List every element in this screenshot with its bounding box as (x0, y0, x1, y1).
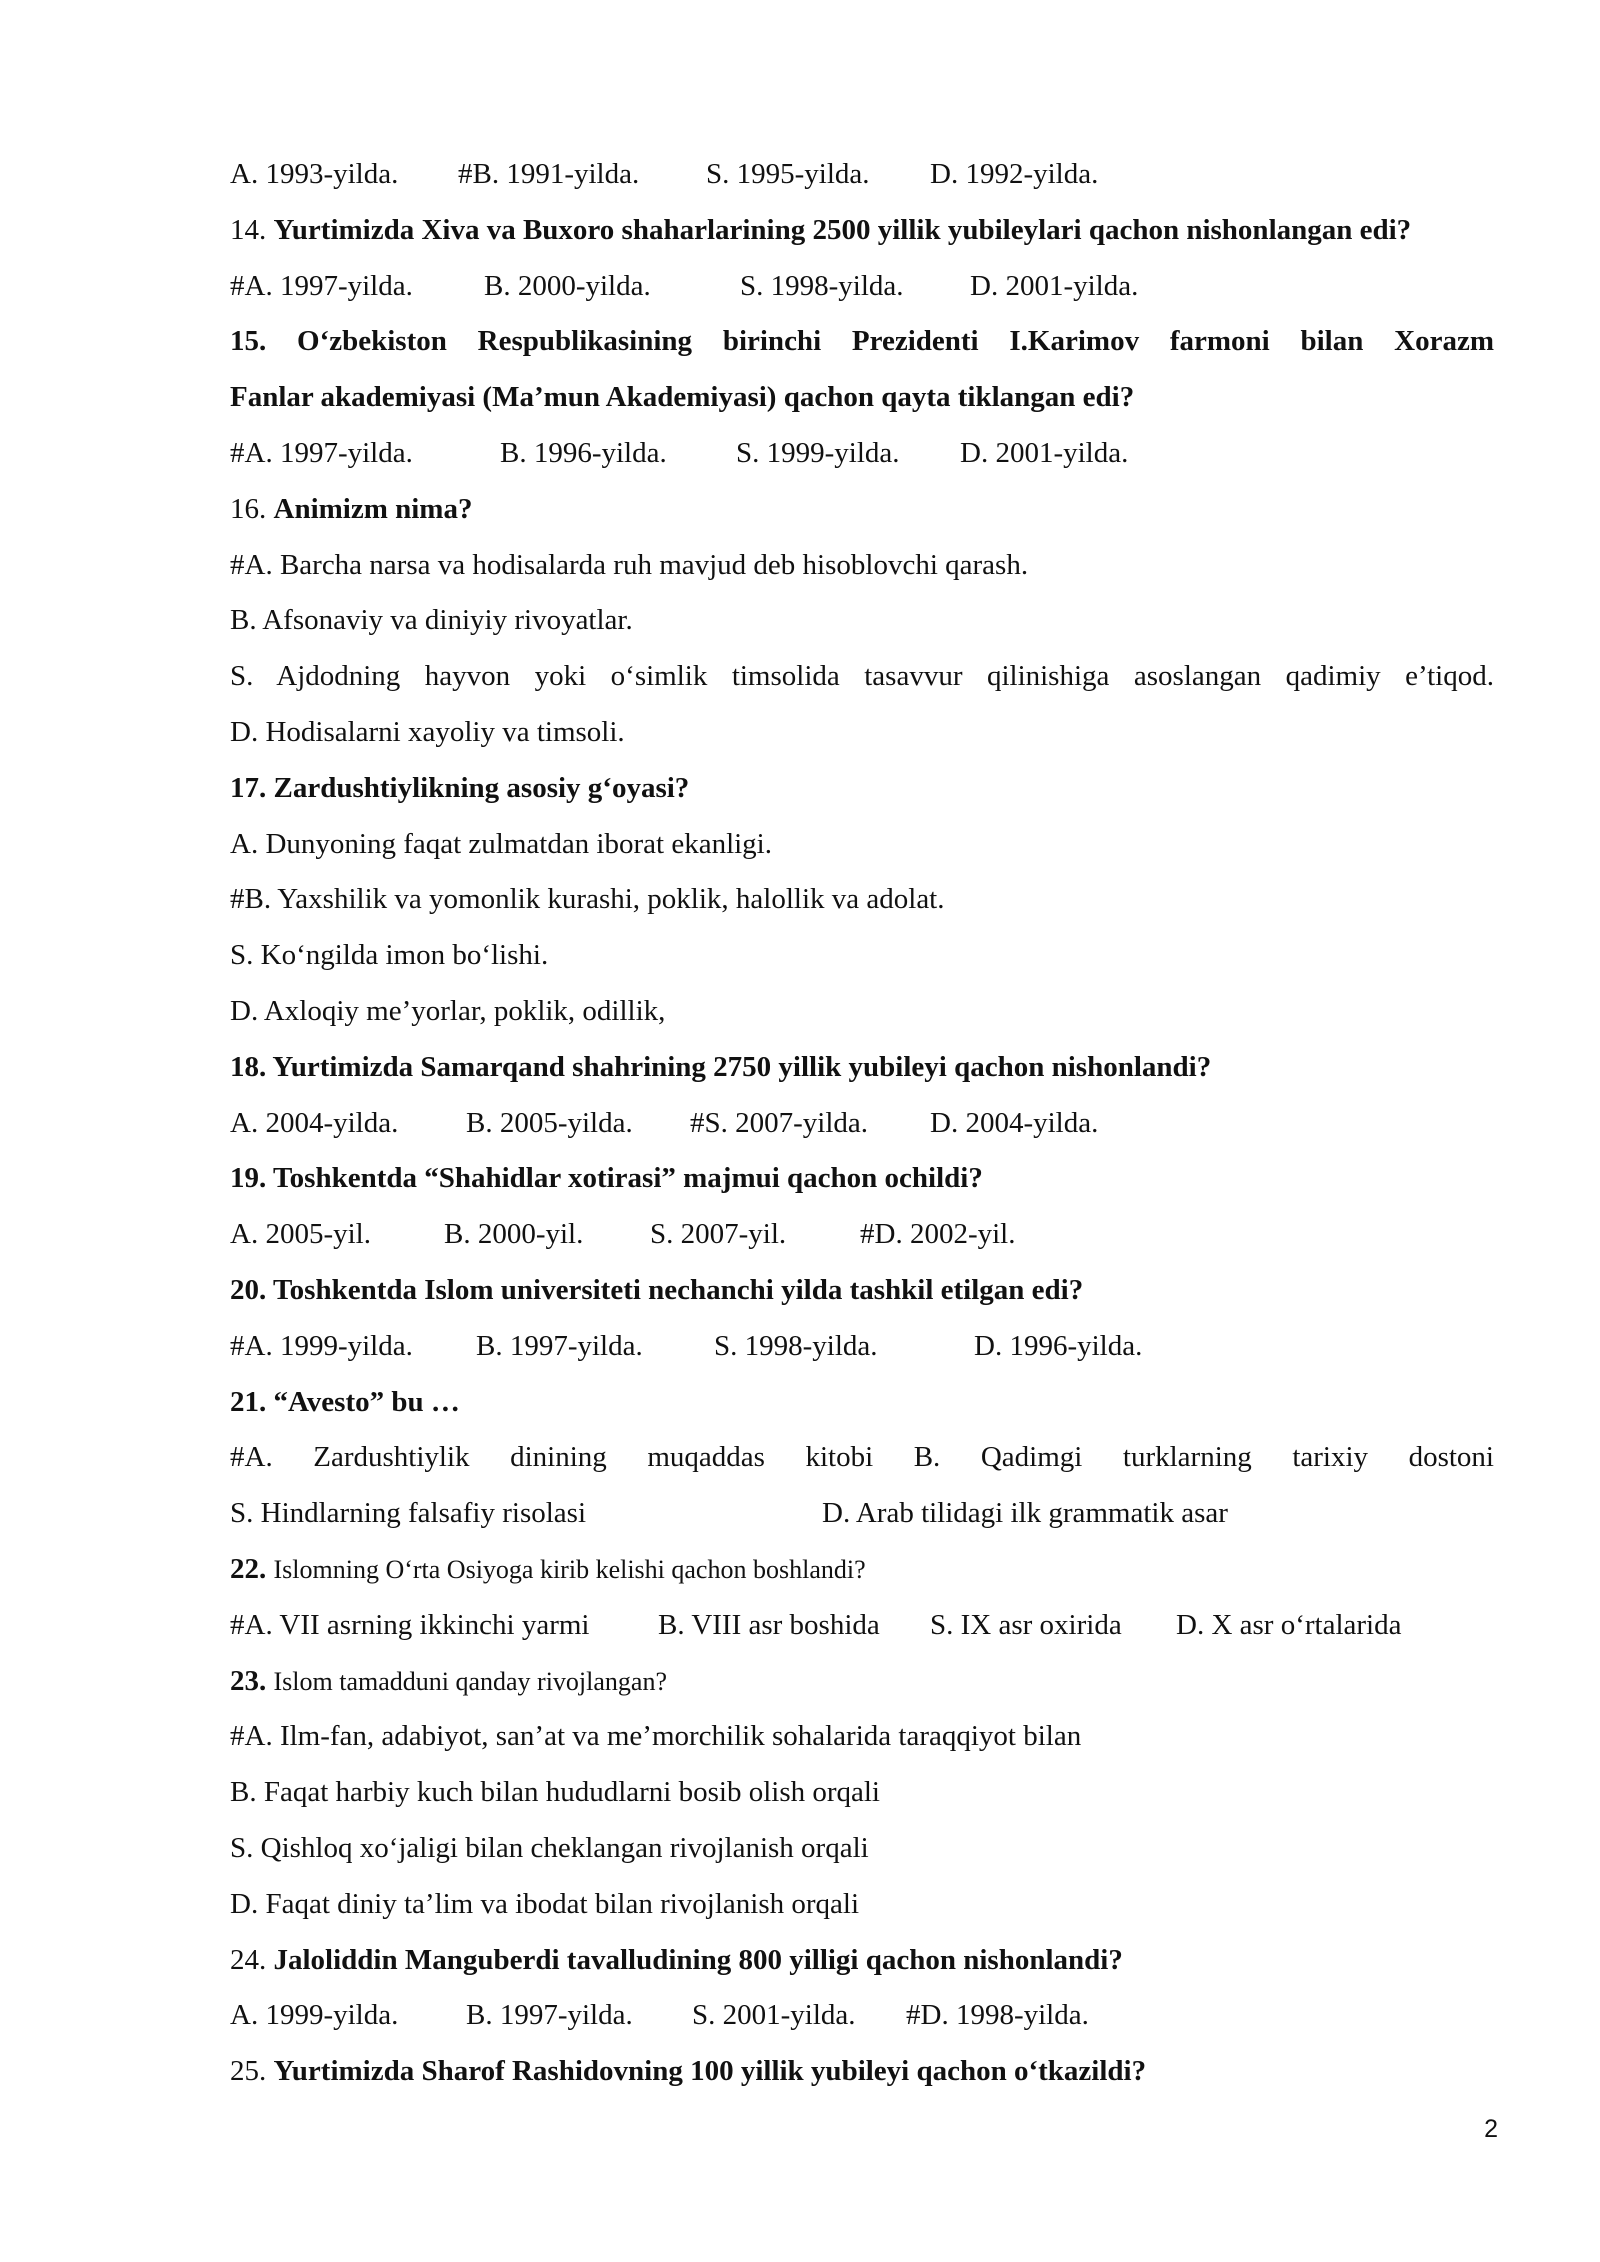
answer-option: #A. 1997-yilda. (230, 269, 413, 302)
answer-line: B. Faqat harbiy kuch bilan hududlarni bosib olish orqali (230, 1776, 880, 1809)
answer-option: B. 1996-yilda. (500, 437, 667, 469)
answer-option: S. 1995-yilda. (706, 158, 870, 190)
answer-option: A. 2004-yilda. (230, 1106, 399, 1139)
question-line: 19. Toshkentda “Shahidlar xotirasi” majmui qachon ochildi? (230, 1162, 983, 1195)
answer-option: D. 2001-yilda. (970, 269, 1139, 302)
answer-option: B. VIII asr boshida (658, 1608, 880, 1641)
answer-line: S. Qishloq xo‘jaligi bilan cheklangan rivojlanish orqali (230, 1832, 869, 1864)
answer-option: S. IX asr oxirida (930, 1608, 1122, 1641)
question-number: 25. (230, 2055, 267, 2088)
answer-option: D. Arab tilidagi ilk grammatik asar (822, 1497, 1228, 1530)
question-line (230, 1653, 1494, 1709)
answer-option: S. 2001-yilda. (692, 1999, 856, 2032)
answer-options-row (230, 1318, 1494, 1374)
answer-option: B. 1997-yilda. (476, 1329, 643, 1362)
question-line (230, 1932, 1494, 1988)
question-number: 22. (230, 1553, 267, 1585)
question-text: Islom tamadduni qanday rivojlangan? (273, 1666, 668, 1696)
answer-option: D. 1996-yilda. (974, 1329, 1143, 1362)
question-line (230, 2043, 1494, 2099)
question-text: Islomning O‘rta Osiyoga kirib kelishi qachon boshlandi? (273, 1555, 866, 1584)
answer-line: D. Axloqiy me’yorlar, poklik, odillik, (230, 995, 666, 1027)
answer-line: A. Dunyoning faqat zulmatdan iborat ekanligi. (230, 827, 772, 860)
question-line: 21. “Avesto” bu … (230, 1385, 460, 1418)
question-number: 14. (230, 213, 267, 246)
answer-option: B. 1997-yilda. (466, 1999, 633, 2032)
answer-options-row (230, 1987, 1494, 2043)
question-line (230, 202, 1494, 258)
answer-option: A. 2005-yil. (230, 1218, 371, 1251)
answer-options-row (230, 1206, 1494, 1262)
answer-line: #A. Ilm-fan, adabiyot, san’at va me’morchilik sohalarida taraqqiyot bilan (230, 1720, 1082, 1753)
question-line: 18. Yurtimizda Samarqand shahrining 2750 yillik yubileyi qachon nishonlandi? (230, 1050, 1212, 1083)
answer-options-row (230, 146, 1494, 202)
question-line (230, 481, 1494, 537)
answer-option: #A. 1997-yilda. (230, 437, 413, 469)
answer-line: #B. Yaxshilik va yomonlik kurashi, poklik, halollik va adolat. (230, 883, 945, 916)
answer-option: #B. 1991-yilda. (458, 158, 640, 190)
answer-option: D. 2001-yilda. (960, 437, 1129, 469)
answer-option: S. 1999-yilda. (736, 437, 900, 469)
answer-options-row (230, 425, 1494, 481)
answer-option: B. 2000-yil. (444, 1218, 584, 1251)
answer-option: D. 2004-yilda. (930, 1106, 1099, 1139)
answer-option: D. X asr o‘rtalarida (1176, 1608, 1402, 1641)
answer-option: S. 1998-yilda. (714, 1329, 878, 1362)
question-line: 15. O‘zbekiston Respublikasining birinchi Prezidenti I.Karimov farmoni bilan Xorazm (230, 325, 1494, 358)
answer-option: S. Hindlarning falsafiy risolasi (230, 1497, 587, 1530)
page-number: 2 (1484, 2115, 1498, 2143)
question-line: 20. Toshkentda Islom universiteti nechanchi yilda tashkil etilgan edi? (230, 1274, 1084, 1306)
question-line: 17. Zardushtiylikning asosiy g‘oyasi? (230, 771, 690, 804)
answer-line: #A. Zardushtiylik dinining muqaddas kitobi B. Qadimgi turklarning tarixiy dostoni (230, 1441, 1494, 1474)
answer-line: B. Afsonaviy va diniyiy rivoyatlar. (230, 604, 633, 637)
question-number: 24. (230, 1943, 267, 1976)
answer-option: #A. 1999-yilda. (230, 1329, 413, 1362)
answer-line: S. Ko‘ngilda imon bo‘lishi. (230, 939, 549, 972)
answer-option: S. 2007-yil. (650, 1218, 787, 1251)
answer-option: A. 1993-yilda. (230, 158, 399, 190)
answer-option: A. 1999-yilda. (230, 1999, 399, 2032)
answer-options-row (230, 1597, 1494, 1653)
answer-option: S. 1998-yilda. (740, 269, 904, 302)
question-line: Fanlar akademiyasi (Ma’mun Akademiyasi) qachon qayta tiklangan edi? (230, 381, 1135, 414)
answer-option: #A. VII asrning ikkinchi yarmi (230, 1608, 590, 1641)
answer-line: S. Ajdodning hayvon yoki o‘simlik timsolida tasavvur qilinishiga asoslangan qadimiy e’tiqod. (230, 660, 1494, 693)
answer-line: #A. Barcha narsa va hodisalarda ruh mavjud deb hisoblovchi qarash. (230, 548, 1029, 581)
answer-option: B. 2000-yilda. (484, 269, 651, 302)
answer-options-row (230, 1095, 1494, 1151)
answer-options-row (230, 258, 1494, 314)
question-text: Yurtimizda Xiva va Buxoro shaharlarining 2500 yillik yubileylari qachon nishonlangan edi? (273, 213, 1412, 246)
answer-options-row (230, 1485, 1494, 1541)
answer-option: D. 1992-yilda. (930, 158, 1099, 190)
question-number: 16. (230, 492, 267, 525)
question-text: Yurtimizda Sharof Rashidovning 100 yillik yubileyi qachon o‘tkazildi? (273, 2055, 1147, 2088)
answer-option: B. 2005-yilda. (466, 1106, 633, 1139)
question-line (230, 1541, 1494, 1597)
answer-option: #D. 2002-yil. (860, 1218, 1016, 1251)
answer-line: D. Hodisalarni xayoliy va timsoli. (230, 716, 625, 748)
answer-line: D. Faqat diniy ta’lim va ibodat bilan rivojlanish orqali (230, 1887, 860, 1920)
question-text: Jaloliddin Manguberdi tavalludining 800 yilligi qachon nishonlandi? (273, 1943, 1123, 1976)
question-number: 23. (230, 1664, 267, 1697)
answer-option: #D. 1998-yilda. (906, 1999, 1089, 2032)
answer-option: #S. 2007-yilda. (690, 1106, 869, 1139)
question-text: Animizm nima? (273, 492, 473, 525)
